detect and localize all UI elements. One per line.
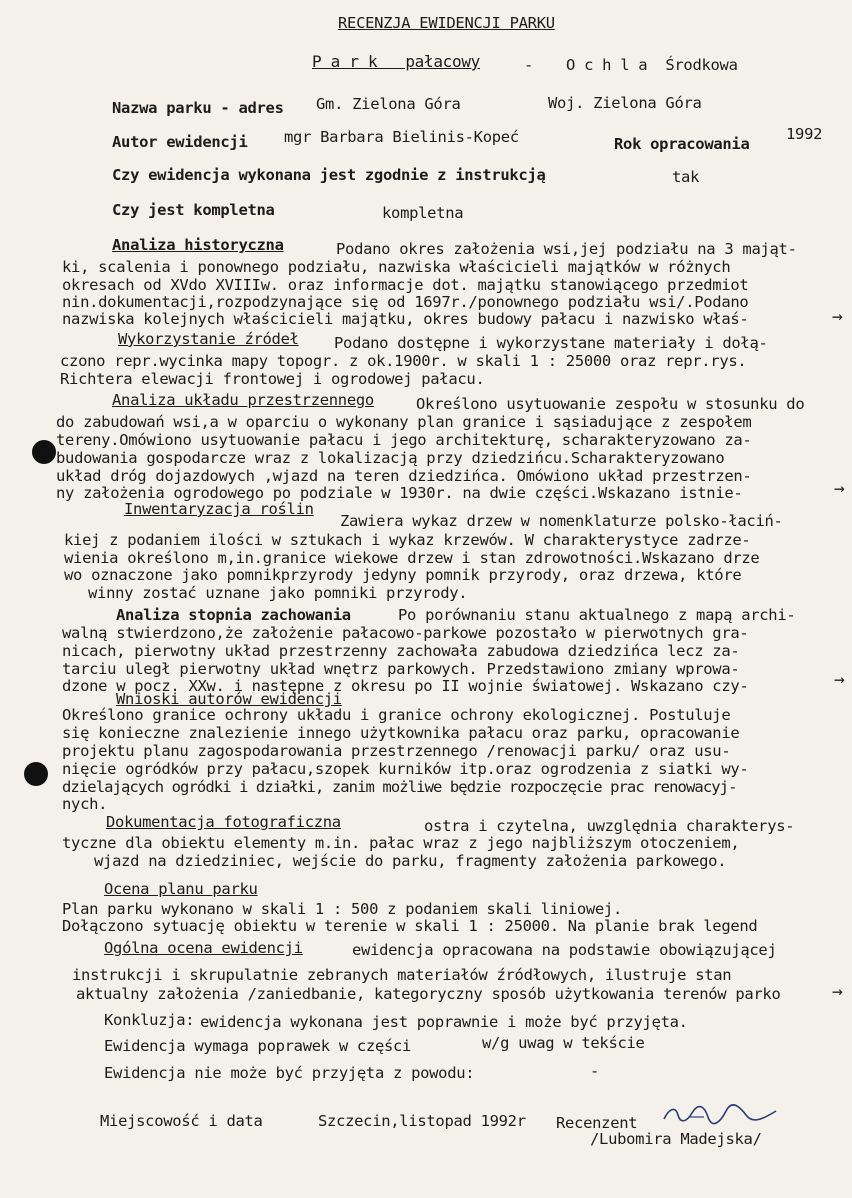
overall-heading: Ogólna ocena ewidencji <box>104 939 303 957</box>
photos-line: wjazd na dziedziniec, wejście do parku, fragmenty założenia parkowego. <box>94 852 727 870</box>
conclusions-line: projektu planu zagospodarowania przestrzennego /renowacji parku/ oraz usu- <box>62 742 731 760</box>
plants-line: wo oznaczone jako pomnikprzyrody jedyny pomnik przyrody, oraz drzewa, które <box>64 566 742 584</box>
address-gmina: Gm. Zielona Góra <box>316 95 461 113</box>
historical-line: okresach od XVdo XVIIIw. oraz informacje dot. majątku stanowiącego przedmiot <box>62 276 749 294</box>
address-label: Nazwa parku - adres <box>112 99 284 117</box>
corrections-label: Ewidencja wymaga poprawek w części <box>104 1037 412 1055</box>
corrections-value: w/g uwag w tekście <box>482 1034 645 1052</box>
margin-arrow-icon: → <box>834 478 845 499</box>
place-label: Miejscowość i data <box>100 1112 263 1130</box>
conclusions-line: nych. <box>62 795 108 813</box>
punch-hole-top <box>32 440 56 464</box>
sources-line: czono repr.wycinka mapy topogr. z ok.1900r. w skali 1 : 25000 oraz repr.rys. <box>60 352 747 370</box>
year-label: Rok opracowania <box>614 135 750 153</box>
plants-heading: Inwentaryzacja roślin <box>124 500 314 518</box>
overall-line: instrukcji i skrupulatnie zebranych materiałów źródłowych, ilustruje stan <box>72 966 732 984</box>
conclusions-line: dzielających ogródki i działki, zanim możliwe będzie rozpoczęcie prac renowacyj- <box>62 778 737 796</box>
conclusion-label: Konkluzja: <box>104 1011 195 1029</box>
historical-line: nin.dokumentacji,rozpodzynające się od 1697r./ponownego podziału wsi/.Podano <box>62 293 749 311</box>
photos-line: tyczne dla obiektu elementy m.in. pałac wraz z jego najbliższym otoczeniem, <box>62 834 740 852</box>
preservation-line: tarciu uległ pierwotny układ wnętrz parkowych. Przedstawiono zmiany wprowa- <box>62 660 740 678</box>
spatial-heading: Analiza układu przestrzennego <box>112 391 374 409</box>
photos-heading: Dokumentacja fotograficzna <box>106 813 341 831</box>
plan-heading: Ocena planu parku <box>104 880 258 898</box>
author-value: mgr Barbara Bielinis-Kopeć <box>284 128 519 146</box>
sources-line: Podano dostępne i wykorzystane materiały i dołą- <box>334 334 768 352</box>
preservation-line: dzone w pocz. XXw. i następne z okresu po II wojnie światowej. Wskazano czy- <box>62 677 749 695</box>
plan-line: Plan parku wykonano w skali 1 : 500 z podaniem skali liniowej. <box>62 900 622 918</box>
reviewer-name: /Lubomira Madejska/ <box>590 1130 762 1148</box>
rejected-label: Ewidencja nie może być przyjęta z powodu: <box>104 1064 475 1082</box>
plan-line: Dołączono sytuację obiektu w terenie w skali 1 : 25000. Na planie brak legend <box>62 917 758 935</box>
preservation-heading: Analiza stopnia zachowania <box>116 606 351 624</box>
spatial-line: do zabudowań wsi,a w oparciu o wykonany plan granice i sąsiadujące z zespołem <box>56 413 752 431</box>
plants-line: wienia określono m,in.granice wiekowe drzew i stan zdrowotności.Wskazano drze <box>64 549 760 567</box>
conclusion-value: ewidencja wykonana jest poprawnie i może być przyjęta. <box>200 1013 688 1031</box>
author-label: Autor ewidencji <box>112 133 248 151</box>
complete-value: kompletna <box>382 204 464 222</box>
photos-line: ostra i czytelna, uwzględnia charakterys- <box>424 817 795 835</box>
spatial-line: układ dróg dojazdowych ,wjazd na teren dziedzińca. Omówiono układ przestrzen- <box>56 467 752 485</box>
preservation-line: walną stwierdzono,że założenie pałacowo-parkowe pozostało w pierwotnych gra- <box>62 624 749 642</box>
address-voivodeship: Woj. Zielona Góra <box>548 94 702 112</box>
margin-arrow-icon: → <box>832 981 843 1002</box>
conclusions-heading: Wnioski autorów ewidencji <box>116 690 342 708</box>
spatial-line: budowania gospodarcze wraz z lokalizacją przy dziedzińcu.Scharakteryzowano <box>56 449 725 467</box>
sources-heading: Wykorzystanie źródeł <box>118 330 299 348</box>
plants-line: kiej z podaniem ilości w sztukach i wykaz krzewów. W charakterystyce zadrze- <box>64 531 751 549</box>
park-place: O c h l a Środkowa <box>566 56 738 74</box>
document-title: RECENZJA EWIDENCJI PARKU <box>338 14 555 32</box>
spatial-line: tereny.Omówiono usytuowanie pałacu i jego architekturę, scharakteryzowano za- <box>56 431 752 449</box>
historical-heading: Analiza historyczna <box>112 236 284 254</box>
spatial-line: ny założenia ogrodowego po podziale w 1930r. na dwie części.Wskazano istnie- <box>56 484 743 502</box>
spatial-line: Określono usytuowanie zespołu w stosunku do <box>416 395 805 413</box>
instruction-value: tak <box>672 168 700 186</box>
reviewer-signature <box>660 1103 780 1125</box>
reviewer-label: Recenzent <box>556 1114 638 1132</box>
margin-arrow-icon: → <box>832 306 843 327</box>
preservation-line: nicach, pierwotny układ przestrzenny zachowała zabudowa dziedzińca lecz za- <box>62 642 740 660</box>
overall-line: ewidencja opracowana na podstawie obowiązującej <box>352 941 777 959</box>
conclusions-line: nięcie ogródków przy pałacu,szopek kurników itp.oraz ogrodzenia z siatki wy- <box>62 760 749 778</box>
place-value: Szczecin,listopad 1992r <box>318 1112 526 1130</box>
historical-line: nazwiska kolejnych właścicieli majątku, okres budowy pałacu i nazwisko właś- <box>62 310 749 328</box>
punch-hole-bottom <box>24 762 48 786</box>
rejected-value: - <box>590 1062 600 1080</box>
park-type: P a r k pałacowy <box>312 52 480 71</box>
historical-line: ki, scalenia i ponownego podziału, nazwiska właścicieli majątków w różnych <box>62 258 731 276</box>
conclusions-line: się konieczne znalezienie innego użytkownika pałacu oraz parku, opracowanie <box>62 724 740 742</box>
margin-arrow-icon: → <box>834 669 845 690</box>
historical-line: Podano okres założenia wsi,jej podziału na 3 mająt- <box>336 240 797 258</box>
overall-line: aktualny założenia /zaniedbanie, kategoryczny sposób użytkowania terenów parko <box>76 985 781 1003</box>
year-value: 1992 <box>786 125 823 143</box>
plants-line: Zawiera wykaz drzew w nomenklaturze polsko-łaciń- <box>340 512 783 530</box>
preservation-line: Po porównaniu stanu aktualnego z mapą archi- <box>398 606 796 624</box>
plants-line: winny zostać uznane jako pomniki przyrody. <box>88 584 468 602</box>
instruction-label: Czy ewidencja wykonana jest zgodnie z instrukcją <box>112 166 546 184</box>
complete-label: Czy jest kompletna <box>112 201 275 219</box>
sources-line: Richtera elewacji frontowej i ogrodowej pałacu. <box>60 370 485 388</box>
header-dash: - <box>524 56 534 74</box>
conclusions-line: Określono granice ochrony układu i granice ochrony ekologicznej. Postuluje <box>62 706 731 724</box>
